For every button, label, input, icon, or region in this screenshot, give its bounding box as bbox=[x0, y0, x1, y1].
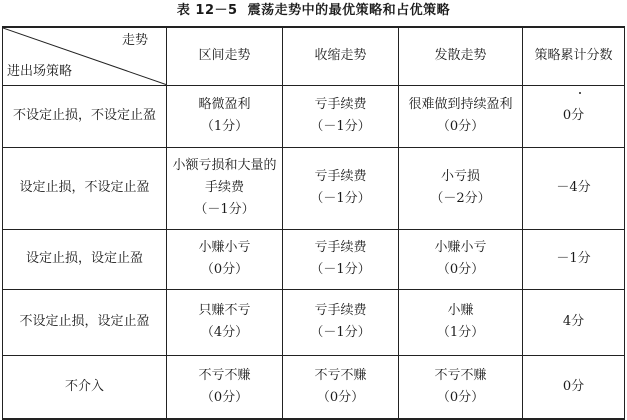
table-title: 震荡走势中的最优策略和占优策略 bbox=[247, 3, 451, 18]
cell-text: 很难做到持续盈利 bbox=[408, 97, 513, 112]
cell-text: 不亏不赚 bbox=[434, 367, 487, 383]
stray-mark bbox=[579, 92, 581, 94]
table-row bbox=[3, 229, 625, 289]
cell-score: （0分） bbox=[316, 389, 365, 405]
cell-text: 只赚不亏 bbox=[198, 303, 251, 318]
cell-text: 小额亏损和大量的 bbox=[172, 158, 277, 173]
corner-label-strategy: 进出场策略 bbox=[7, 63, 73, 79]
cell-score: （－1分） bbox=[194, 202, 255, 217]
cell-score: （－2分） bbox=[430, 191, 491, 206]
header-row bbox=[3, 27, 625, 85]
table-cell bbox=[167, 289, 283, 355]
table-cell bbox=[167, 355, 283, 419]
table-row bbox=[3, 355, 625, 419]
table-cell bbox=[167, 229, 283, 289]
table-cell bbox=[523, 229, 625, 289]
table-row bbox=[3, 85, 625, 147]
cell-score: （0分） bbox=[436, 389, 485, 405]
cell-text: 不亏不赚 bbox=[314, 367, 367, 383]
cell-total: 0分 bbox=[562, 378, 585, 394]
corner-header-cell bbox=[3, 27, 167, 85]
cell-total: －1分 bbox=[556, 251, 591, 266]
table-cell bbox=[523, 289, 625, 355]
cell-score: （－1分） bbox=[310, 325, 371, 340]
table-cell bbox=[399, 85, 523, 147]
row-label: 不设定止损，不设定止盈 bbox=[3, 85, 167, 147]
cell-score: （－1分） bbox=[310, 262, 371, 277]
column-header: 收缩走势 bbox=[283, 27, 399, 85]
corner-label-trend: 走势 bbox=[121, 33, 148, 48]
cell-score: （0分） bbox=[200, 262, 249, 277]
table-cell bbox=[523, 355, 625, 419]
cell-score: （4分） bbox=[200, 325, 249, 340]
table-row bbox=[3, 147, 625, 229]
table-caption bbox=[0, 3, 627, 19]
row-label: 设定止损，不设定止盈 bbox=[3, 147, 167, 229]
row-label: 不介入 bbox=[3, 355, 167, 419]
table-cell bbox=[399, 229, 523, 289]
table-cell bbox=[523, 147, 625, 229]
strategy-table bbox=[2, 26, 625, 420]
table-cell bbox=[283, 147, 399, 229]
table-cell bbox=[399, 147, 523, 229]
cell-text: 亏手续费 bbox=[314, 169, 367, 184]
cell-total: －4分 bbox=[556, 180, 591, 195]
table-cell bbox=[523, 85, 625, 147]
table-row bbox=[3, 289, 625, 355]
cell-score: （－1分） bbox=[310, 191, 371, 206]
table-cell bbox=[167, 85, 283, 147]
row-label: 设定止损，设定止盈 bbox=[3, 229, 167, 289]
cell-text: 亏手续费 bbox=[314, 240, 367, 255]
cell-text: 小赚小亏 bbox=[434, 240, 487, 255]
table-cell bbox=[399, 289, 523, 355]
table-cell bbox=[399, 355, 523, 419]
cell-total: 0分 bbox=[562, 108, 585, 123]
row-label: 不设定止损，设定止盈 bbox=[3, 289, 167, 355]
cell-text: 亏手续费 bbox=[314, 303, 367, 318]
cell-score: （－1分） bbox=[310, 119, 371, 134]
table-cell bbox=[283, 229, 399, 289]
cell-score: （0分） bbox=[436, 119, 485, 134]
cell-score: （1分） bbox=[436, 325, 485, 340]
table-cell bbox=[283, 85, 399, 147]
cell-text: 小赚小亏 bbox=[198, 240, 251, 255]
cell-text: 小赚 bbox=[447, 303, 474, 318]
cell-score: （0分） bbox=[200, 389, 249, 405]
cell-score: （0分） bbox=[436, 262, 485, 277]
cell-text: 不亏不赚 bbox=[198, 367, 251, 383]
cell-text: 略微盈利 bbox=[198, 97, 251, 112]
column-header: 区间走势 bbox=[167, 27, 283, 85]
cell-text: 亏手续费 bbox=[314, 97, 367, 112]
table-cell bbox=[283, 355, 399, 419]
cell-text: 手续费 bbox=[204, 180, 244, 195]
cell-total: 4分 bbox=[562, 314, 585, 329]
table-cell bbox=[283, 289, 399, 355]
column-header: 发散走势 bbox=[399, 27, 523, 85]
cell-text: 小亏损 bbox=[440, 169, 480, 184]
column-header: 策略累计分数 bbox=[523, 27, 625, 85]
table-number: 表 12－5 bbox=[176, 3, 238, 18]
cell-score: （1分） bbox=[200, 119, 249, 134]
table-cell bbox=[167, 147, 283, 229]
